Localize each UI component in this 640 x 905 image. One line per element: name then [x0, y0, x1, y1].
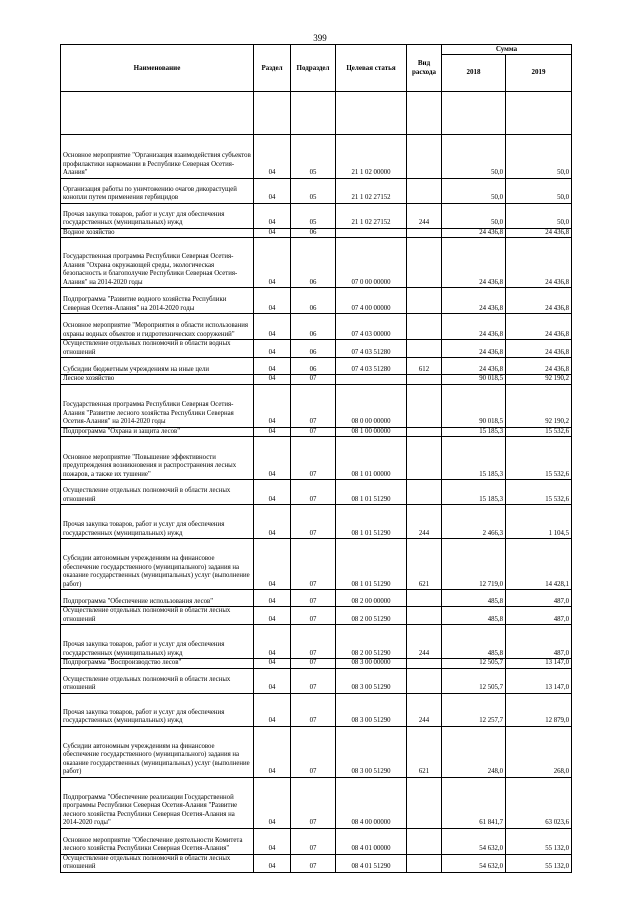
- cell-sum-2018: 485,8: [442, 625, 506, 659]
- cell-sum-2019: 50,0: [506, 178, 572, 203]
- table-row: [61, 134, 572, 178]
- cell-expense-type: 244: [407, 505, 442, 539]
- cell-podrazdel: 05: [291, 134, 336, 178]
- table-row: [61, 539, 572, 590]
- cell-expense-type: [407, 228, 442, 237]
- cell-name: Основное мероприятие "Мероприятия в области использования охраны водных объектов и гидротехнических сооружений": [61, 314, 254, 340]
- cell-sum-2019: 1 104,5: [506, 505, 572, 539]
- cell-sum-2019: 92 190,2: [506, 375, 572, 384]
- cell-podrazdel: 05: [291, 178, 336, 203]
- table-row: [61, 340, 572, 358]
- header-podrazdel: Подраздел: [291, 45, 336, 92]
- cell-podrazdel: 07: [291, 375, 336, 384]
- table-row: [61, 854, 572, 872]
- cell-name: Государственная программа Республики Северная Осетия-Алания "Развитие лесного хозяйства Республики Северная Осетия-Алания" на 2014-2020 годы: [61, 384, 254, 427]
- cell-razdel: 04: [254, 375, 291, 384]
- cell-expense-type: [407, 854, 442, 872]
- cell-sum-2018: 24 436,8: [442, 340, 506, 358]
- cell-target-article: [336, 228, 407, 237]
- cell-razdel: 04: [254, 668, 291, 693]
- cell-expense-type: [407, 659, 442, 668]
- cell-sum-2018: 12 505,7: [442, 668, 506, 693]
- cell-sum-2019: 92 190,2: [506, 384, 572, 427]
- table-row: [61, 668, 572, 693]
- header-expense-type: Вид расхода: [407, 45, 442, 92]
- cell-sum-2019: 14 428,1: [506, 539, 572, 590]
- table-row: [61, 777, 572, 828]
- cell-expense-type: [407, 340, 442, 358]
- cell-sum-2019: 15 532,6: [506, 437, 572, 480]
- spacer-row: [61, 91, 572, 134]
- cell-sum-2018: 90 018,5: [442, 384, 506, 427]
- cell-sum-2018: 50,0: [442, 134, 506, 178]
- cell-podrazdel: 07: [291, 437, 336, 480]
- cell-expense-type: [407, 668, 442, 693]
- cell-sum-2019: 487,0: [506, 590, 572, 607]
- cell-sum-2018: 54 632,0: [442, 828, 506, 854]
- table-row: [61, 375, 572, 384]
- cell-podrazdel: 06: [291, 228, 336, 237]
- cell-name: Водное хозяйство: [61, 228, 254, 237]
- table-row: [61, 314, 572, 340]
- cell-target-article: 07 4 00 00000: [336, 288, 407, 314]
- header-name: Наименование: [61, 45, 254, 92]
- cell-expense-type: [407, 777, 442, 828]
- cell-sum-2018: 24 436,8: [442, 314, 506, 340]
- cell-razdel: 04: [254, 314, 291, 340]
- cell-sum-2018: 12 257,7: [442, 693, 506, 726]
- table-row: [61, 203, 572, 228]
- cell-target-article: 08 1 01 51290: [336, 539, 407, 590]
- cell-sum-2018: 24 436,8: [442, 358, 506, 375]
- header-year-2018: 2018: [442, 54, 506, 91]
- table-row: [61, 228, 572, 237]
- cell-sum-2018: 24 436,8: [442, 238, 506, 288]
- cell-podrazdel: 07: [291, 590, 336, 607]
- table-row: [61, 659, 572, 668]
- cell-sum-2018: 15 185,3: [442, 480, 506, 505]
- cell-sum-2018: 485,8: [442, 607, 506, 625]
- cell-target-article: 08 1 01 00000: [336, 437, 407, 480]
- cell-razdel: 04: [254, 828, 291, 854]
- table-row: [61, 288, 572, 314]
- cell-sum-2019: 487,0: [506, 625, 572, 659]
- cell-expense-type: [407, 375, 442, 384]
- cell-name: Субсидии автономным учреждениям на финансовое обеспечение государственного (муниципального) задания на оказание государственных (муниципальных) услуг (выполнение работ): [61, 539, 254, 590]
- cell-sum-2019: 24 436,8: [506, 288, 572, 314]
- cell-sum-2018: 485,8: [442, 590, 506, 607]
- cell-razdel: 04: [254, 590, 291, 607]
- header-summa: Сумма: [442, 45, 572, 55]
- header-target-article: Целевая статья: [336, 45, 407, 92]
- cell-podrazdel: 06: [291, 288, 336, 314]
- cell-podrazdel: 07: [291, 384, 336, 427]
- cell-podrazdel: 07: [291, 854, 336, 872]
- cell-podrazdel: 07: [291, 539, 336, 590]
- cell-sum-2019: 15 532,6: [506, 480, 572, 505]
- page-number: 399: [313, 33, 327, 43]
- cell-sum-2019: 50,0: [506, 134, 572, 178]
- cell-target-article: 07 4 03 00000: [336, 314, 407, 340]
- cell-podrazdel: 07: [291, 726, 336, 777]
- cell-target-article: 08 4 01 00000: [336, 828, 407, 854]
- cell-expense-type: [407, 480, 442, 505]
- cell-name: Основное мероприятие "Обеспечение деятельности Комитета лесного хозяйства Республики Северная Осетия-Алания": [61, 828, 254, 854]
- cell-razdel: 04: [254, 854, 291, 872]
- cell-razdel: 04: [254, 480, 291, 505]
- cell-sum-2019: 24 436,8: [506, 340, 572, 358]
- cell-target-article: [336, 375, 407, 384]
- cell-target-article: 21 1 02 27152: [336, 203, 407, 228]
- cell-name: Государственная программа Республики Северная Осетия-Алания "Охрана окружающей среды, экологическая безопасность и благополучие Республики Северная Осетия-Алания" на 2014-2020 годы: [61, 238, 254, 288]
- cell-podrazdel: 07: [291, 693, 336, 726]
- cell-expense-type: 621: [407, 539, 442, 590]
- cell-name: Осуществление отдельных полномочий в области лесных отношений: [61, 607, 254, 625]
- cell-podrazdel: 07: [291, 668, 336, 693]
- table-row: [61, 590, 572, 607]
- cell-razdel: 04: [254, 288, 291, 314]
- cell-name: Организация работы по уничтожению очагов дикорастущей конопли путем применения гербицидов: [61, 178, 254, 203]
- cell-razdel: 04: [254, 607, 291, 625]
- cell-sum-2019: 13 147,0: [506, 659, 572, 668]
- cell-sum-2018: 15 185,3: [442, 437, 506, 480]
- cell-sum-2018: 50,0: [442, 203, 506, 228]
- cell-razdel: 04: [254, 659, 291, 668]
- cell-name: Прочая закупка товаров, работ и услуг для обеспечения государственных (муниципальных) нужд: [61, 505, 254, 539]
- cell-expense-type: 612: [407, 358, 442, 375]
- cell-podrazdel: 07: [291, 480, 336, 505]
- table-header: [61, 45, 572, 92]
- cell-sum-2019: 63 023,6: [506, 777, 572, 828]
- cell-name: Осуществление отдельных полномочий в области лесных отношений: [61, 668, 254, 693]
- cell-razdel: 04: [254, 539, 291, 590]
- cell-razdel: 04: [254, 358, 291, 375]
- cell-podrazdel: 07: [291, 828, 336, 854]
- cell-expense-type: [407, 288, 442, 314]
- cell-name: Осуществление отдельных полномочий в области лесных отношений: [61, 854, 254, 872]
- cell-razdel: 04: [254, 437, 291, 480]
- cell-name: Подпрограмма "Развитие водного хозяйства Республики Северная Осетия-Алания" на 2014-2020 годы: [61, 288, 254, 314]
- cell-expense-type: [407, 427, 442, 436]
- table-row: [61, 693, 572, 726]
- cell-name: Подпрограмма "Обеспечение использования лесов": [61, 590, 254, 607]
- cell-sum-2018: 90 018,5: [442, 375, 506, 384]
- cell-target-article: 07 4 03 51280: [336, 358, 407, 375]
- cell-expense-type: 244: [407, 625, 442, 659]
- table-row: [61, 358, 572, 375]
- cell-sum-2018: 12 719,0: [442, 539, 506, 590]
- cell-razdel: 04: [254, 203, 291, 228]
- cell-sum-2018: 50,0: [442, 178, 506, 203]
- header-year-2019: 2019: [506, 54, 572, 91]
- cell-target-article: 08 0 00 00000: [336, 384, 407, 427]
- cell-target-article: 08 4 00 00000: [336, 777, 407, 828]
- cell-target-article: 08 2 00 51290: [336, 607, 407, 625]
- cell-razdel: 04: [254, 625, 291, 659]
- cell-target-article: 08 2 00 51290: [336, 625, 407, 659]
- cell-target-article: 08 2 00 00000: [336, 590, 407, 607]
- budget-table: [60, 44, 572, 873]
- cell-razdel: 04: [254, 427, 291, 436]
- cell-name: Прочая закупка товаров, работ и услуг для обеспечения государственных (муниципальных) нужд: [61, 625, 254, 659]
- cell-expense-type: [407, 314, 442, 340]
- cell-sum-2019: 24 436,8: [506, 238, 572, 288]
- cell-sum-2018: 61 841,7: [442, 777, 506, 828]
- cell-expense-type: [407, 590, 442, 607]
- cell-sum-2019: 50,0: [506, 203, 572, 228]
- cell-sum-2019: 15 532,6: [506, 427, 572, 436]
- cell-podrazdel: 07: [291, 659, 336, 668]
- table-row: [61, 505, 572, 539]
- cell-razdel: 04: [254, 134, 291, 178]
- cell-razdel: 04: [254, 726, 291, 777]
- cell-expense-type: [407, 607, 442, 625]
- header-razdel: Раздел: [254, 45, 291, 92]
- cell-razdel: 04: [254, 505, 291, 539]
- cell-sum-2018: 15 185,3: [442, 427, 506, 436]
- cell-name: Подпрограмма "Охрана и защита лесов": [61, 427, 254, 436]
- cell-target-article: 21 1 02 27152: [336, 178, 407, 203]
- cell-sum-2019: 12 879,0: [506, 693, 572, 726]
- cell-podrazdel: 06: [291, 340, 336, 358]
- table-row: [61, 178, 572, 203]
- cell-sum-2019: 55 132,0: [506, 854, 572, 872]
- cell-target-article: 08 1 01 51290: [336, 480, 407, 505]
- cell-name: Подпрограмма "Воспроизводство лесов": [61, 659, 254, 668]
- table-row: [61, 625, 572, 659]
- cell-target-article: 08 3 00 51290: [336, 726, 407, 777]
- cell-razdel: 04: [254, 238, 291, 288]
- cell-sum-2018: 12 505,7: [442, 659, 506, 668]
- cell-expense-type: [407, 828, 442, 854]
- cell-sum-2019: 268,0: [506, 726, 572, 777]
- cell-target-article: 08 1 01 51290: [336, 505, 407, 539]
- cell-target-article: 08 1 00 00000: [336, 427, 407, 436]
- cell-podrazdel: 07: [291, 607, 336, 625]
- cell-expense-type: 244: [407, 693, 442, 726]
- cell-expense-type: 621: [407, 726, 442, 777]
- cell-target-article: 07 0 00 00000: [336, 238, 407, 288]
- table-row: [61, 828, 572, 854]
- cell-podrazdel: 05: [291, 203, 336, 228]
- table-row: [61, 607, 572, 625]
- cell-sum-2019: 24 436,8: [506, 314, 572, 340]
- cell-name: Лесное хозяйство: [61, 375, 254, 384]
- cell-name: Осуществление отдельных полномочий в области лесных отношений: [61, 480, 254, 505]
- cell-target-article: 08 3 00 00000: [336, 659, 407, 668]
- cell-target-article: 07 4 03 51280: [336, 340, 407, 358]
- cell-razdel: 04: [254, 228, 291, 237]
- cell-target-article: 08 4 01 51290: [336, 854, 407, 872]
- cell-sum-2019: 55 132,0: [506, 828, 572, 854]
- cell-sum-2018: 248,0: [442, 726, 506, 777]
- cell-name: Прочая закупка товаров, работ и услуг для обеспечения государственных (муниципальных) нужд: [61, 693, 254, 726]
- cell-target-article: 08 3 00 51290: [336, 693, 407, 726]
- cell-razdel: 04: [254, 340, 291, 358]
- table-row: [61, 427, 572, 436]
- table-row: [61, 437, 572, 480]
- cell-target-article: 21 1 02 00000: [336, 134, 407, 178]
- table-row: [61, 238, 572, 288]
- cell-podrazdel: 07: [291, 505, 336, 539]
- cell-sum-2019: 13 147,0: [506, 668, 572, 693]
- cell-podrazdel: 07: [291, 427, 336, 436]
- cell-sum-2018: 54 632,0: [442, 854, 506, 872]
- cell-sum-2018: 2 466,3: [442, 505, 506, 539]
- cell-sum-2019: 24 436,8: [506, 358, 572, 375]
- cell-name: Субсидии автономным учреждениям на финансовое обеспечение государственного (муниципального) задания на оказание государственных (муниципальных) услуг (выполнение работ): [61, 726, 254, 777]
- cell-expense-type: [407, 134, 442, 178]
- cell-sum-2019: 24 436,8: [506, 228, 572, 237]
- table-row: [61, 480, 572, 505]
- cell-expense-type: [407, 238, 442, 288]
- cell-name: Субсидии бюджетным учреждениям на иные цели: [61, 358, 254, 375]
- cell-sum-2019: 487,0: [506, 607, 572, 625]
- cell-podrazdel: 07: [291, 777, 336, 828]
- cell-expense-type: 244: [407, 203, 442, 228]
- cell-podrazdel: 06: [291, 314, 336, 340]
- table-body: [61, 91, 572, 872]
- cell-razdel: 04: [254, 384, 291, 427]
- cell-name: Подпрограмма "Обеспечение реализации Государственной программы Республики Северная Осетия-Алания "Развитие лесного хозяйства Республики Северная Осетия-Алания на 2014-2020 годы": [61, 777, 254, 828]
- cell-name: Прочая закупка товаров, работ и услуг для обеспечения государственных (муниципальных) нужд: [61, 203, 254, 228]
- cell-podrazdel: 07: [291, 625, 336, 659]
- cell-expense-type: [407, 437, 442, 480]
- cell-razdel: 04: [254, 693, 291, 726]
- table-row: [61, 726, 572, 777]
- cell-razdel: 04: [254, 178, 291, 203]
- cell-expense-type: [407, 384, 442, 427]
- cell-name: Основное мероприятие "Организация взаимодействия субъектов профилактики наркомании в Республике Северная Осетия-Алания": [61, 134, 254, 178]
- cell-podrazdel: 06: [291, 238, 336, 288]
- cell-sum-2018: 24 436,8: [442, 288, 506, 314]
- cell-target-article: 08 3 00 51290: [336, 668, 407, 693]
- cell-expense-type: [407, 178, 442, 203]
- cell-name: Основное мероприятие "Повышение эффективности предупреждения возникновения и распространения лесных пожаров, а также их тушение": [61, 437, 254, 480]
- cell-sum-2018: 24 436,8: [442, 228, 506, 237]
- cell-razdel: 04: [254, 777, 291, 828]
- cell-podrazdel: 06: [291, 358, 336, 375]
- table-row: [61, 384, 572, 427]
- cell-name: Осуществление отдельных полномочий в области водных отношений: [61, 340, 254, 358]
